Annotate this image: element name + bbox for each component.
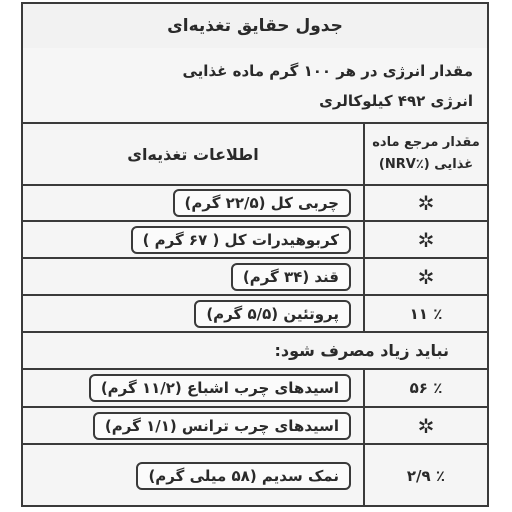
table-row [23, 445, 487, 507]
nrv-header [363, 124, 487, 184]
nrv-value: ✲ [363, 259, 487, 294]
table-header-row [23, 124, 487, 186]
table-row [23, 408, 487, 445]
nrv-value: ✲ [363, 186, 487, 220]
nrv-header-line-2: غذایی (٪NRV) [378, 157, 474, 172]
nutrient-label: اسیدهای چرب ترانس (۱/۱ گرم) [93, 412, 351, 440]
nutrient-label: اسیدهای چرب اشباع (۱۱/۲ گرم) [89, 374, 351, 402]
nutrient-label: قند (۳۴ گرم) [231, 263, 351, 291]
table-row [23, 259, 487, 296]
table-row [23, 186, 487, 222]
nrv-value: ٪ ۱۱ [363, 296, 487, 331]
energy-section [23, 48, 487, 124]
table-row [23, 370, 487, 408]
table-title: جدول حقایق تغذیه‌ای [23, 4, 487, 50]
nutrition-info-header: اطلاعات تغذیه‌ای [127, 144, 259, 164]
nutrition-facts-panel [21, 2, 489, 507]
table-row [23, 222, 487, 259]
nutrient-label: پروتئین (۵/۵ گرم) [194, 300, 351, 328]
nutrient-label: نمک سدیم (۵۸ میلی گرم) [136, 462, 351, 490]
section-title: نباید زیاد مصرف شود: [23, 333, 487, 370]
table-row [23, 296, 487, 333]
energy-line-1: مقدار انرژی در هر ۱۰۰ گرم ماده غذایی [182, 62, 473, 80]
energy-line-2: انرژی ۴۹۲ کیلوکالری [319, 92, 473, 110]
nrv-value: ٪ ۲/۹ [363, 445, 487, 507]
nrv-value: ✲ [363, 408, 487, 443]
nrv-value: ✲ [363, 222, 487, 257]
nutrient-label: کربوهیدرات کل ( ۶۷ گرم ) [131, 226, 351, 254]
nrv-header-line-1: مقدار مرجع ماده [372, 135, 480, 150]
nutrient-label: چربی کل (۲۲/۵ گرم) [173, 189, 351, 217]
nrv-value: ٪ ۵۶ [363, 370, 487, 406]
